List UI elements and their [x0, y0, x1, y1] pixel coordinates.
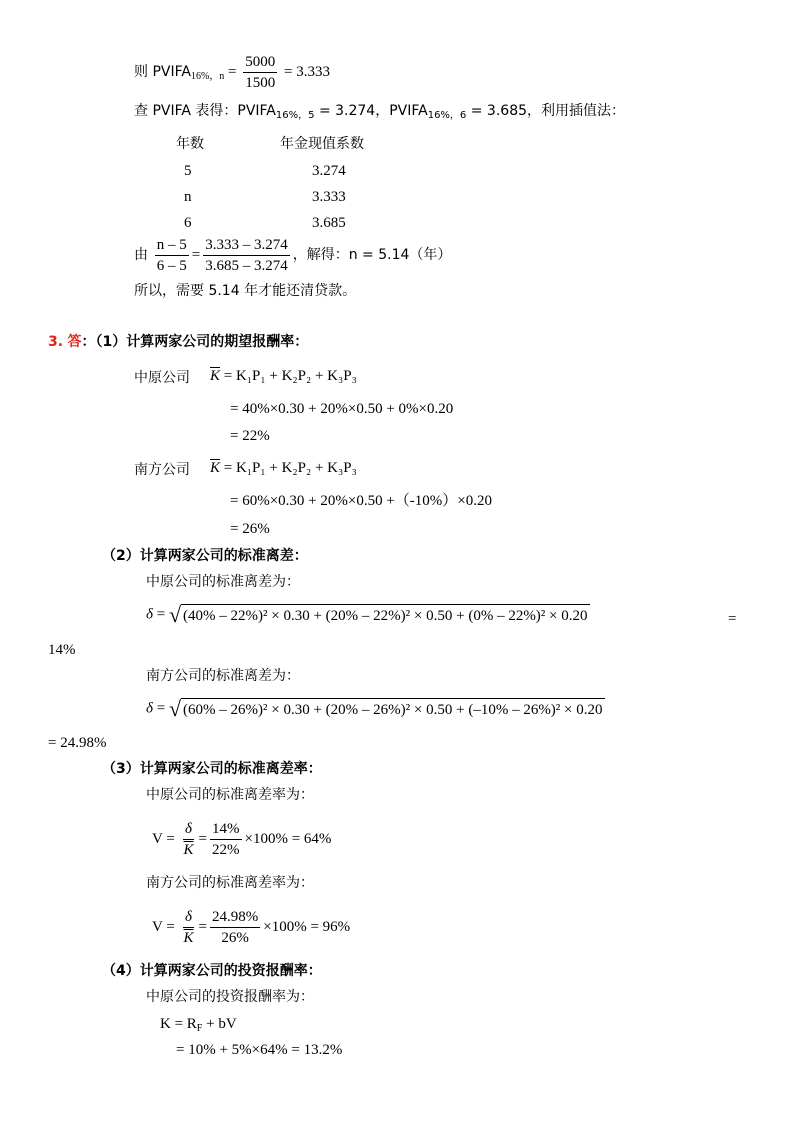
zy-std-eq-right: = [728, 611, 737, 627]
lookup-end: = 3.685，利用插值法： [470, 103, 626, 119]
table-row-factor: 3.333 [312, 189, 346, 205]
pvifa-numerator: 5000 [243, 52, 277, 73]
nf-std-formula: (60% – 26%)² × 0.30 + (20% – 26%)² × 0.50 + (–10% – 26%)² × 0.20 [181, 698, 604, 720]
nf-cv-fraction [210, 907, 260, 948]
nf-cv-equation: V = $\frac{\delta}{K}$ = $\frac{24.98\%}{26\%}$ ×100% = 96% [152, 909, 351, 946]
k-bar: $\overline{K}$ [210, 460, 221, 476]
nf-cv-den: 26% [221, 930, 249, 946]
v-label: V = [152, 830, 175, 847]
lookup-sub2: 16%，6 [427, 110, 467, 121]
interp-den1: 6 – 5 [156, 258, 187, 274]
zy-cv-num: 14% [210, 819, 242, 840]
section-3-heading [48, 335, 308, 349]
nf-expected-formula [210, 461, 357, 476]
ret-calc: = 10% + 5%×64% = 13.2% [176, 1042, 343, 1058]
table-header-years: 年数 [176, 136, 204, 152]
interp-fraction-left [155, 235, 189, 276]
zy-cv-equation: V = $\frac{\delta}{K}$ = $\frac{14\%}{22\%}$ ×100% = 64% [152, 821, 332, 858]
interp-num2: 3.333 – 3.274 [203, 235, 290, 256]
table-row-factor: 3.685 [312, 215, 346, 231]
table-header-factor: 年金现值系数 [280, 136, 364, 152]
zy-std-label: 中原公司的标准离差为： [146, 574, 300, 590]
cv-symbol-fraction [182, 819, 196, 860]
zy-calc: = 40%×0.30 + 20%×0.50 + 0%×0.20 [230, 401, 454, 417]
table-row-year: 6 [184, 215, 192, 231]
zy-cv-result: ×100% = 64% [244, 830, 332, 847]
cv-symbol-fraction [182, 907, 196, 948]
lookup-mid: = 3.274，PVIFA [318, 103, 428, 119]
zy-cv-den: 22% [212, 842, 240, 858]
k-bar: K [183, 842, 194, 858]
pvifa-denominator: 1500 [245, 75, 276, 91]
step1-title: ：（1）计算两家公司的期望报酬率： [81, 334, 309, 350]
step3-title: （3）计算两家公司的标准离差率： [102, 761, 322, 777]
lookup-line [134, 104, 625, 121]
zy-result: = 22% [230, 428, 270, 444]
nf-sqrt: √ (60% – 26%)² × 0.30 + (20% – 26%)² × 0.50 + (–10% – 26%)² × 0.20 [168, 696, 603, 721]
pvifa-prefix: 则 PVIFA [134, 63, 191, 80]
nf-result: = 26% [230, 521, 270, 537]
nf-cv-label: 南方公司的标准离差率为： [146, 875, 314, 891]
step4-title: （4）计算两家公司的投资报酬率： [102, 963, 322, 979]
pvifa-result: = 3.333 [284, 63, 330, 80]
return-formula [160, 1017, 237, 1034]
interp-fraction-right [203, 235, 290, 276]
interp-eq: = [191, 246, 201, 263]
zy-expected-formula [210, 369, 357, 384]
nf-cv-num: 24.98% [210, 907, 260, 928]
answer-label: 答 [67, 334, 82, 350]
ret-formula-sub: F [196, 1023, 203, 1034]
nf-std-equation: δ = √ (60% – 26%)² × 0.30 + (20% – 26%)² × 0.50 + (–10% – 26%)² × 0.20 [146, 696, 603, 721]
nf-std-result: = 24.98% [48, 735, 107, 751]
interp-num1: n – 5 [155, 235, 189, 256]
zy-ret-label: 中原公司的投资报酬率为： [146, 989, 314, 1005]
delta-symbol: δ [185, 909, 193, 925]
zy-cv-fraction [210, 819, 242, 860]
interp-result: ，解得：n = 5.14（年） [292, 246, 452, 263]
formula-k: = K₁P₁ + K₂P₂ + K₃P₃ [223, 460, 357, 476]
delta-symbol: δ [146, 606, 153, 623]
nf-label: 南方公司 [134, 462, 190, 478]
table-row-year: 5 [184, 163, 192, 179]
v-label: V = [152, 918, 175, 935]
lookup-sub1: 16%，5 [275, 110, 315, 121]
zy-label: 中原公司 [134, 370, 190, 386]
zy-sqrt: √ (40% – 22%)² × 0.30 + (20% – 22%)² × 0.50 + (0% – 22%)² × 0.20 [168, 602, 588, 627]
pvifa-equation [134, 52, 330, 93]
question-number: 3. [48, 334, 64, 350]
zy-std-equation: δ = √ (40% – 22%)² × 0.30 + (20% – 22%)² × 0.50 + (0% – 22%)² × 0.20 [146, 602, 588, 627]
zy-std-result: 14% [48, 642, 76, 658]
pvifa-subscript: 16%，n [190, 70, 225, 82]
k-bar: K [183, 930, 194, 946]
zy-std-formula: (40% – 22%)² × 0.30 + (20% – 22%)² × 0.50 + (0% – 22%)² × 0.20 [181, 604, 589, 626]
pvifa-fraction [243, 52, 277, 93]
nf-calc: = 60%×0.30 + 20%×0.50 +（-10%）×0.20 [230, 493, 492, 509]
step2-title: （2）计算两家公司的标准离差： [102, 548, 308, 564]
interp-prefix: 由 [134, 246, 148, 263]
table-row-year: n [184, 189, 192, 205]
interpolation-equation [134, 235, 451, 276]
zy-cv-label: 中原公司的标准离差率为： [146, 787, 314, 803]
k-bar: $\overline{K}$ [210, 368, 221, 384]
interp-den2: 3.685 – 3.274 [205, 258, 288, 274]
delta-symbol: δ [185, 821, 193, 837]
table-row-factor: 3.274 [312, 163, 346, 179]
delta-symbol: δ [146, 700, 153, 717]
pvifa-eq: = [228, 63, 237, 80]
lookup-text: 查 PVIFA 表得：PVIFA [134, 103, 276, 119]
ret-formula-end: + bV [202, 1016, 237, 1032]
nf-cv-result: ×100% = 96% [263, 918, 351, 935]
conclusion: 所以，需要 5.14 年才能还清贷款。 [134, 283, 357, 299]
ret-formula: K = R [160, 1016, 197, 1032]
formula-k: = K₁P₁ + K₂P₂ + K₃P₃ [223, 368, 357, 384]
nf-std-label: 南方公司的标准离差为： [146, 668, 300, 684]
